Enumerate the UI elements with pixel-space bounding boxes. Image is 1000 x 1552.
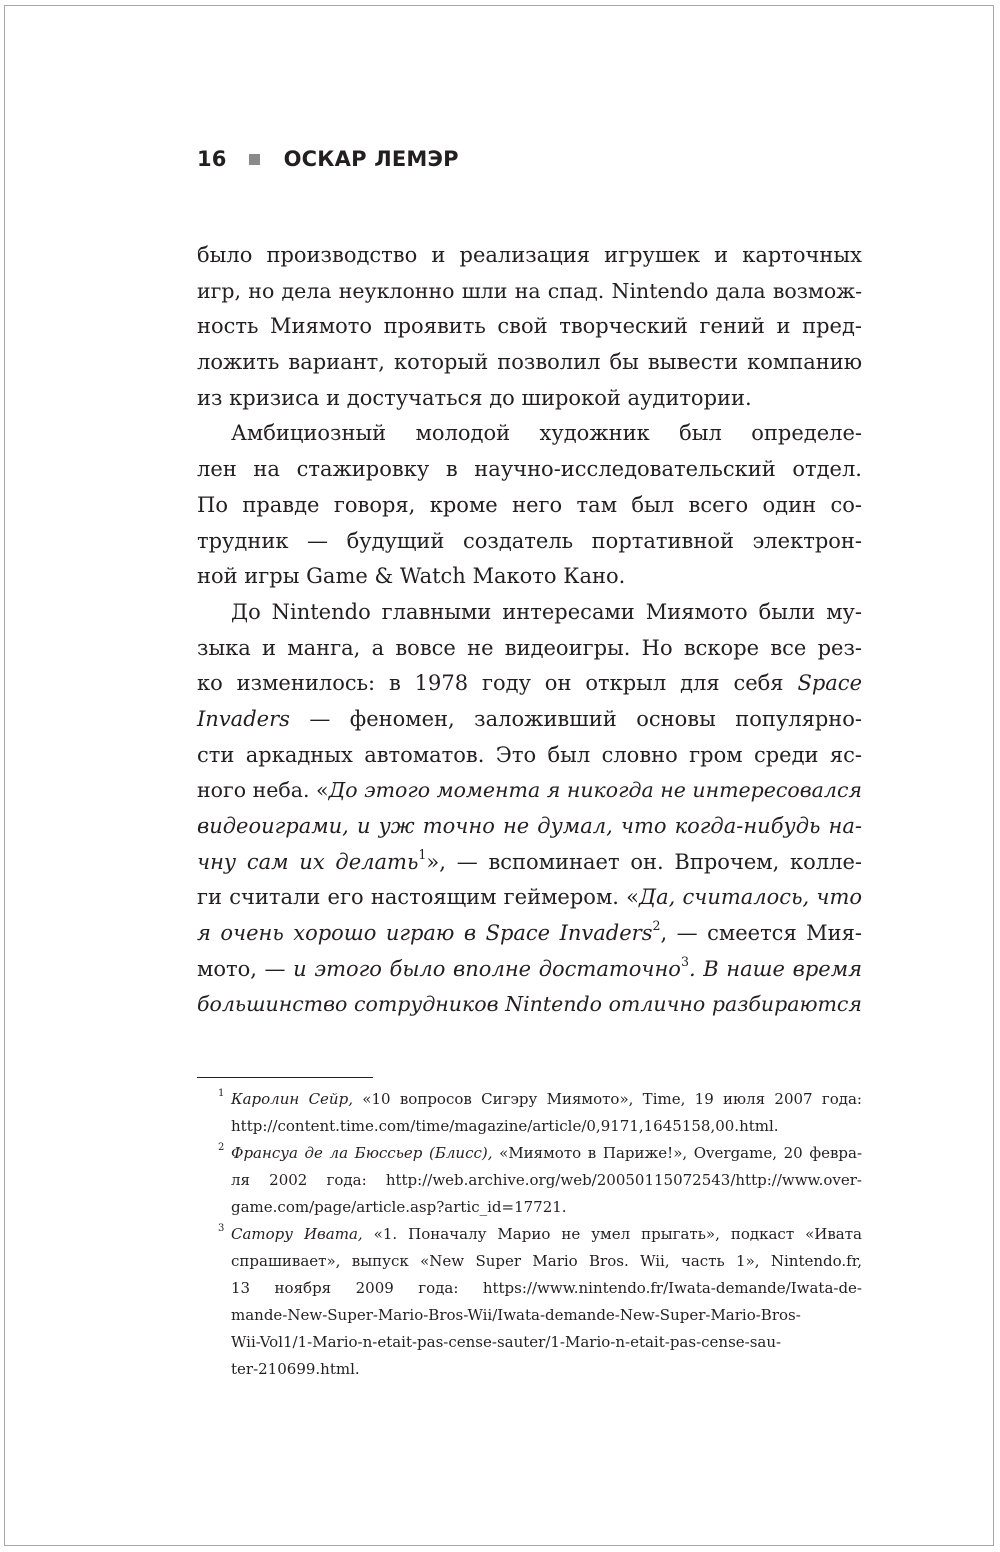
footnote-number: 1 [218, 1088, 225, 1099]
text-line: из кризиса и достучаться до широкой аудитории. [197, 385, 752, 410]
footnote-author: Франсуа де ла Бюссьер (Блисс), [231, 1144, 493, 1162]
text-segment: ко изменилось: в 1978 году он открыл для себя [197, 671, 784, 696]
text-line [197, 702, 862, 738]
footnote-line [231, 1140, 862, 1167]
footnote-3 [197, 1221, 862, 1383]
footnote-line [231, 1221, 862, 1248]
text-line: До Nintendo главными интересами Миямото были му- [231, 599, 862, 624]
text-segment: , — смеется Мия- [660, 921, 863, 946]
footnote-ref[interactable]: 1 [418, 846, 427, 862]
footnote-link[interactable]: ter-210699.html. [231, 1360, 360, 1378]
footnote-1 [197, 1086, 862, 1140]
text-line: игр, но дела неуклонно шли на спад. Nintendo дала возмож- [197, 278, 862, 303]
text-segment: », — вспоминает он. Впрочем, колле- [426, 849, 863, 874]
footnote-number: 2 [218, 1142, 225, 1153]
running-head [197, 144, 459, 174]
italic-title: Invaders [197, 706, 290, 731]
quote-segment: . В наше время [688, 956, 863, 981]
text-segment: — феномен, заложивший основы популярно- [309, 706, 862, 731]
text-line [197, 845, 862, 881]
square-ornament-icon [249, 154, 260, 165]
text-line: По правде говоря, кроме него там был всего один со- [197, 492, 862, 517]
text-segment: ного неба. « [197, 778, 329, 803]
footnote-author: Сатору Ивата, [231, 1225, 363, 1243]
footnote-number: 3 [218, 1223, 225, 1234]
quote-line: большинство сотрудников Nintendo отлично разбираются [197, 992, 862, 1017]
quote-segment: Да, считалось, что [639, 885, 863, 910]
text-line: ность Миямото проявить свой творческий гений и пред- [197, 314, 862, 339]
quote-segment: и этого было вполне достаточно [293, 956, 681, 981]
footnotes [197, 1086, 862, 1383]
body-text [197, 238, 862, 1023]
footnote-ref[interactable]: 2 [652, 918, 661, 934]
page-number: 16 [197, 147, 227, 171]
text-line: ной игры Game & Watch Макото Кано. [197, 564, 626, 589]
footnote-link[interactable]: Wii-Vol1/1-Mario-n-etait-pas-cense-sauter/1-Mario-n-etait-pas-cense-sau- [231, 1333, 782, 1351]
text-segment: мото, — [197, 956, 286, 981]
text-line [197, 916, 862, 952]
text-line: лен на стажировку в научно-исследовательский отдел. [197, 457, 862, 482]
quote-line: видеоиграми, и уж точно не думал, что когда-нибудь на- [197, 814, 862, 838]
text-line [197, 880, 862, 916]
text-line: ложить вариант, который позволил бы вывести компанию [197, 350, 862, 375]
footnote-divider [197, 1077, 373, 1078]
text-line [197, 666, 862, 702]
text-line: сти аркадных автоматов. Это был словно гром среди яс- [197, 742, 862, 767]
footnote-link[interactable]: mande-New-Super-Mario-Bros-Wii/Iwata-demande-New-Super-Mario-Bros- [231, 1306, 801, 1324]
footnote-ref[interactable]: 3 [680, 953, 689, 969]
text-line: было производство и реализация игрушек и карточных [197, 243, 862, 267]
footnote-2 [197, 1140, 862, 1221]
footnote-text: «10 вопросов Сигэру Миямото», Time, 19 июля 2007 года: [362, 1090, 862, 1108]
quote-segment: я очень хорошо играю в Space Invaders [197, 921, 653, 946]
quote-segment: чну сам их делать [197, 849, 419, 874]
footnote-link[interactable]: 13 ноября 2009 года: https://www.nintendo.fr/Iwata-demande/Iwata-de- [231, 1279, 862, 1297]
text-line [197, 952, 862, 988]
footnote-author: Каролин Сейр, [231, 1090, 353, 1108]
quote-segment: До этого момента я никогда не интересовался [328, 778, 862, 803]
footnote-line: спрашивает», выпуск «New Super Mario Bros. Wii, часть 1», Nintendo.fr, [231, 1252, 862, 1270]
footnote-link[interactable]: http://content.time.com/time/magazine/article/0,9171,1645158,00.html. [231, 1117, 779, 1135]
text-line: Амбициозный молодой художник был определе- [231, 421, 862, 446]
footnote-line [231, 1086, 862, 1113]
footnote-link[interactable]: game.com/page/article.asp?artic_id=17721. [231, 1198, 567, 1216]
italic-title: Space [797, 671, 862, 696]
text-line [197, 773, 862, 809]
footnote-text: «Миямото в Париже!», Overgame, 20 февра- [499, 1144, 863, 1162]
footnote-link[interactable]: ля 2002 года: http://web.archive.org/web/20050115072543/http://www.over- [231, 1171, 862, 1189]
text-line: зыка и манга, а вовсе не видеоигры. Но вскоре все рез- [197, 635, 862, 660]
footnote-text: «1. Поначалу Марио не умел прыгать», подкаст «Ивата [373, 1225, 862, 1243]
text-line: трудник — будущий создатель портативной электрон- [197, 528, 862, 553]
text-segment: ги считали его настоящим геймером. « [197, 885, 640, 910]
author-name: ОСКАР ЛЕМЭР [283, 147, 459, 171]
